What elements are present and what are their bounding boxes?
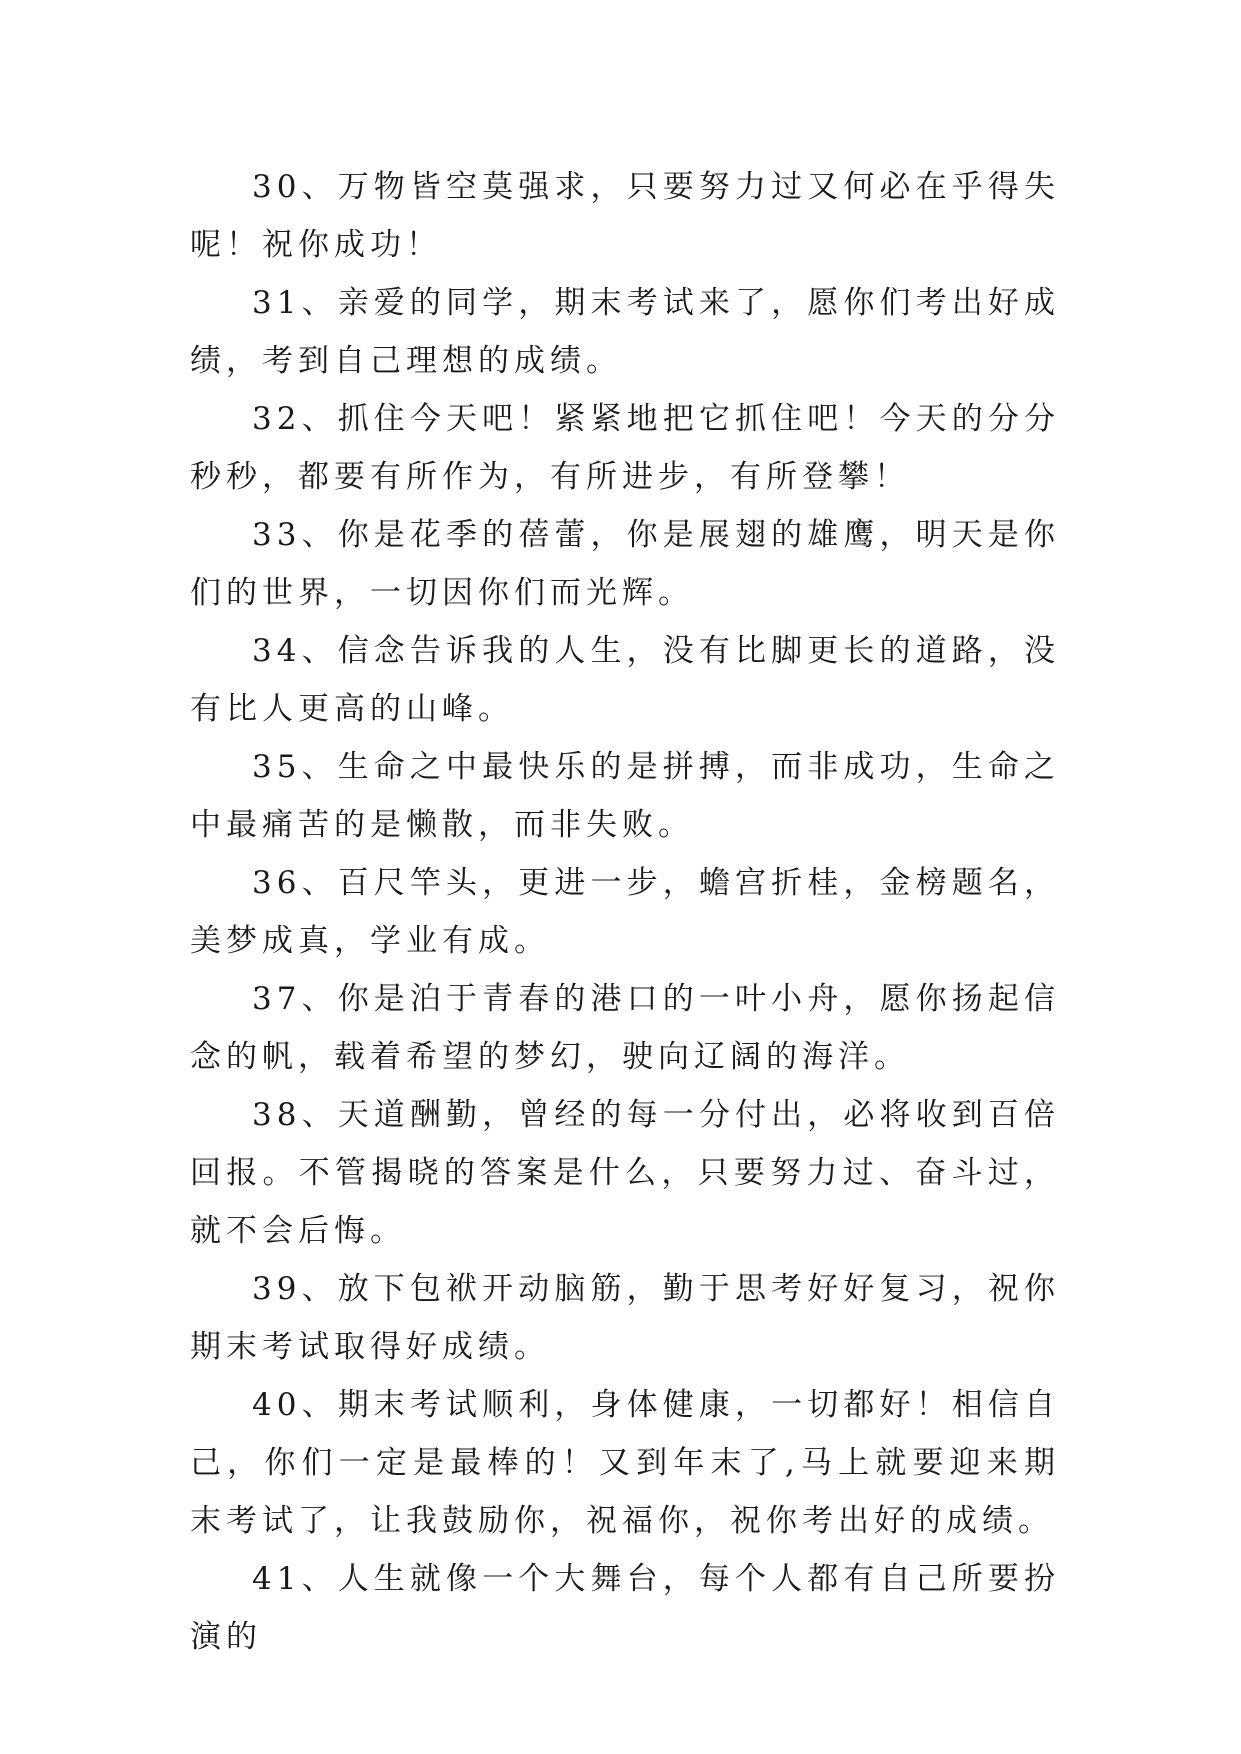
document-body xyxy=(190,158,1060,1666)
paragraph-39: 39、放下包袱开动脑筋，勤于思考好好复习，祝你期末考试取得好成绩。 xyxy=(190,1271,1060,1365)
paragraph-35: 35、生命之中最快乐的是拼搏，而非成功，生命之中最痛苦的是懒散，而非失败。 xyxy=(190,749,1060,843)
paragraph-31: 31、亲爱的同学，期末考试来了，愿你们考出好成绩，考到自己理想的成绩。 xyxy=(190,285,1060,379)
paragraph-34: 34、信念告诉我的人生，没有比脚更长的道路，没有比人更高的山峰。 xyxy=(190,633,1060,727)
paragraph-40: 40、期末考试顺利，身体健康，一切都好！相信自己，你们一定是最棒的！又到年末了,马上就要迎来期末考试了，让我鼓励你，祝福你，祝你考出好的成绩。 xyxy=(190,1387,1060,1539)
paragraph-32: 32、抓住今天吧！紧紧地把它抓住吧！今天的分分秒秒，都要有所作为，有所进步，有所登攀！ xyxy=(190,401,1060,495)
paragraph-30: 30、万物皆空莫强求，只要努力过又何必在乎得失呢！祝你成功！ xyxy=(190,169,1060,263)
paragraph-33: 33、你是花季的蓓蕾，你是展翅的雄鹰，明天是你们的世界，一切因你们而光辉。 xyxy=(190,517,1060,611)
paragraph-36: 36、百尺竿头，更进一步，蟾宫折桂，金榜题名，美梦成真，学业有成。 xyxy=(190,865,1060,959)
paragraph-41: 41、人生就像一个大舞台，每个人都有自己所要扮演的 xyxy=(190,1561,1060,1655)
paragraph-38: 38、天道酬勤，曾经的每一分付出，必将收到百倍回报。不管揭晓的答案是什么，只要努力过、奋斗过，就不会后悔。 xyxy=(190,1097,1060,1249)
paragraph-37: 37、你是泊于青春的港口的一叶小舟，愿你扬起信念的帆，载着希望的梦幻，驶向辽阔的海洋。 xyxy=(190,981,1060,1075)
